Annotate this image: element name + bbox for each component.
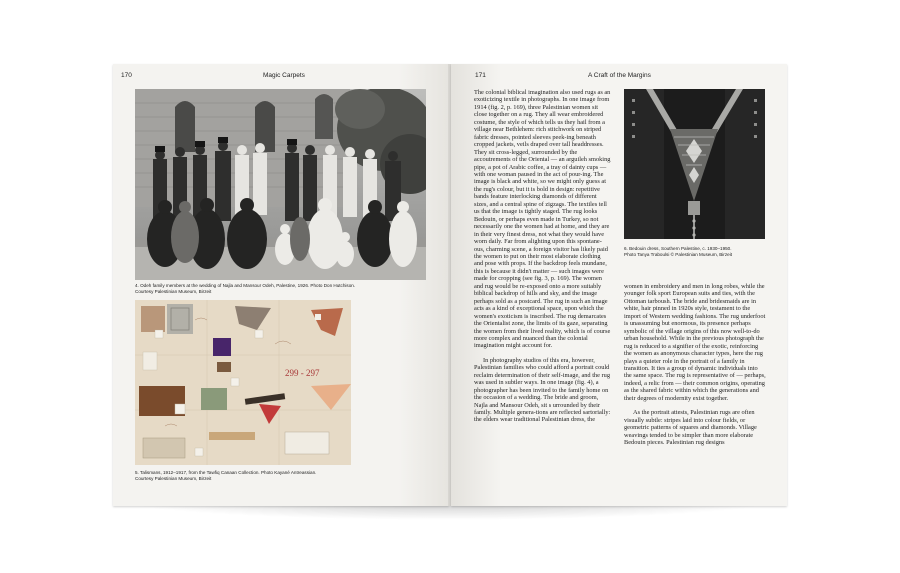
figure-6-photo — [624, 89, 765, 239]
column-1-paragraph-2: In photography studios of this era, however, Palestinian families who could afford a portrait could reclaim determination of their self-image, and the rug was used in subtler ways. In one image (fig. 4), a photographer has been invited to the family home on the occasion of a wedding. The bride and groom, Najla and Mansour Odeh, sit s urrounded by their family. Multiple genera-tions are reflected sartorially: the elders wear traditional Palestinian dress, the — [474, 356, 611, 424]
figure-6-caption-line-2: Photo Tanya Traboulsi © Palestinian Museum, Birzeit — [624, 252, 732, 257]
page-number-right: 171 — [475, 72, 486, 79]
figure-4-caption-line-1: 4. Odeh family members at the wedding of Najla and Mansour Odeh, Palestine, 1926. Photo Don Hutchison. — [135, 283, 356, 288]
figure-5-photo — [135, 300, 351, 465]
wedding-group-photo — [135, 89, 426, 280]
figure-4-caption-line-2: Courtesy Palestinian Museum, Birzeit — [135, 289, 212, 294]
bedouin-dress-photo — [624, 89, 765, 239]
column-1-paragraph-1: The colonial biblical imagination also used rugs as an exoticizing textile in photographs. In one image from 1914 (fig. 2, p. 169), three Palestinian women sit close together on a rug. They all wear embroidered costume, the style of which tells us they hail from a village near Bethlehem: rich stitchwork on striped fabric dresses, pointed sleeves peek-ing beneath cropped jackets, veils draped over tall headdresses. They sit cross-legged, surrounded by the accoutrements of the Oriental — an arguileh smoking pipe, a pot of Arabic coffee, a tray of dainty cups — with one woman paused in the act of pour-ing. The image is black and white, so we might only guess at the rug's colour, but it is bold in design: repetitive bands feature interlocking diamonds of different sizes, and a central spine of zigzags. The textiles tell us that the image is tightly staged. The rug looks Bedouin, or perhaps even made in Turkey, so not necessarily one the women had at home, and they are in their very finest dress, not what they would have worn daily. Far from alighting upon this spontane-ous, charming scene, a foreign visitor has likely paid the women to put on their most elaborate clothing and pose with props. If the backdrop feels mundane, this is because it didn't matter — such images were made for cropping (see fig. 3, p. 169). The women and rug would be re-exposed onto a more suitably biblical backdrop of hills and sky, and the image perhaps sold as a postcard. The rug in such an image acts as a kind of exceptional space, upon which the women's exoticism is inscribed. The rug demarcates the Orientalist zone, the limits of its gaze, separating the women from their lived reality, which is of course more complex and nuanced than the colonial imagination might account for. — [474, 89, 611, 350]
text-column-2 — [624, 283, 766, 447]
column-2-paragraph-1: women in embroidery and men in long robes, while the younger folk sport European suits and ties, with the Ottoman tarboush. The bride and bridesmaids are in white, hair pinned in 1920s style, testament to the import of Western wedding fashions. The rug underfoot is unassuming but enormous, its presence perhaps symbolic of the village origins of this now well-to-do urban household. While in the previous photograph the rug is reduced to a signifier of the exotic, reinforcing the women as anonymous character types, here the rug plays a quieter role in the portrait of a family in transition. It ties a group of dynamic individuals into the same space. The rug is representative of — perhaps, indeed, a relic from — their common origins, operating as the shared fabric within which the generations and their degrees of modernity exist together. — [624, 283, 766, 402]
column-2-paragraph-2: As the portrait attests, Palestinian rugs are often visually subtle: stripes laid into colour fields, or geometric patterns of squares and diamonds. Village weavings tended to be simpler than more elaborate Bedouin pieces. Palestinian rug designs — [624, 409, 757, 447]
text-column-1 — [474, 89, 611, 424]
running-head-left: Magic Carpets — [263, 72, 305, 79]
figure-6-caption-line-1: 6. Bedouin dress, Southern Palestine, c. 1930–1950. — [624, 246, 732, 251]
running-head-right: A Craft of the Margins — [588, 72, 651, 79]
figure-4-caption — [135, 283, 435, 295]
talismans-board-photo — [135, 300, 351, 465]
figure-5-caption-line-1: 5. Talismans, 1912–1917, from the Tawfiq Canaan Collection. Photo Kayané Antreassian. — [135, 470, 317, 475]
page-number-left: 170 — [121, 72, 132, 79]
right-page — [451, 64, 787, 506]
figure-4-photo — [135, 89, 426, 280]
figure-5-caption-line-2: Courtesy Palestinian Museum, Birzeit — [135, 476, 212, 481]
board-handwritten-label: 299 - 297 — [285, 368, 320, 378]
left-page — [113, 64, 449, 506]
figure-6-caption — [624, 246, 784, 258]
figure-5-caption — [135, 470, 435, 482]
open-book — [113, 64, 787, 508]
